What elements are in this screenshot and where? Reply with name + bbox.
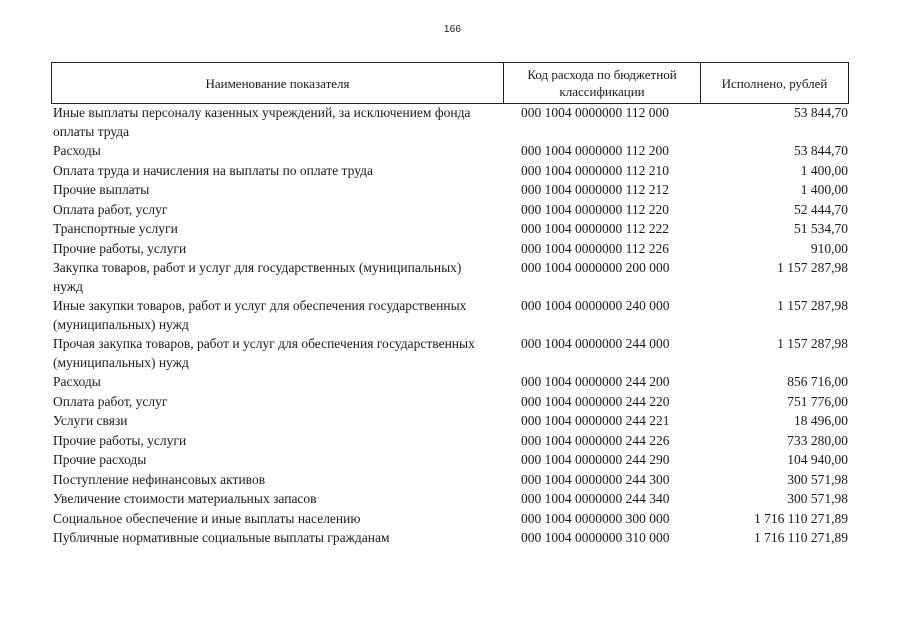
- row-code: 000 1004 0000000 112 220: [521, 201, 669, 217]
- row-name: Прочие выплаты: [53, 182, 150, 197]
- row-amount: 910,00: [810, 240, 848, 256]
- row-name: Иные закупки товаров, работ и услуг для обеспечения государственных (муниципальных) нужд: [53, 298, 467, 332]
- table-row: [51, 104, 849, 141]
- row-code: 000 1004 0000000 244 290: [521, 452, 670, 467]
- table-row: [51, 181, 849, 200]
- row-amount: 1 157 287,98: [777, 336, 848, 351]
- header-code: Код расхода по бюджетной классификации: [504, 63, 701, 103]
- row-name: Публичные нормативные социальные выплаты гражданам: [53, 530, 390, 545]
- row-amount: 104 940,00: [787, 452, 848, 467]
- row-amount: 856 716,00: [787, 374, 848, 389]
- table-row: [51, 490, 849, 509]
- table-row: [51, 510, 849, 529]
- row-name: Поступление нефинансовых активов: [53, 471, 266, 487]
- table-row: [51, 259, 849, 296]
- row-amount: 300 571,98: [787, 471, 848, 487]
- row-amount: 53 844,70: [794, 143, 848, 158]
- header-name: Наименование показателя: [51, 63, 504, 103]
- row-name: Оплата труда и начисления на выплаты по оплате труда: [53, 162, 373, 178]
- row-amount: 1 400,00: [800, 182, 848, 197]
- table-row: [51, 335, 849, 372]
- row-code: 000 1004 0000000 244 340: [521, 491, 670, 506]
- page-number: 166: [443, 24, 462, 35]
- row-amount: 1 400,00: [800, 162, 848, 178]
- table-row: [51, 451, 849, 470]
- row-code: 000 1004 0000000 200 000: [521, 260, 670, 275]
- row-code: 000 1004 0000000 112 000: [521, 105, 669, 120]
- table-row: [51, 393, 849, 412]
- row-name: Услуги связи: [53, 413, 128, 428]
- row-code: 000 1004 0000000 240 000: [521, 298, 670, 313]
- row-name: Прочие работы, услуги: [53, 432, 187, 448]
- row-name: Транспортные услуги: [53, 221, 178, 236]
- row-code: 000 1004 0000000 244 220: [521, 393, 670, 409]
- row-amount: 300 571,98: [787, 491, 848, 506]
- row-code: 000 1004 0000000 244 300: [521, 471, 670, 487]
- row-name: Прочие работы, услуги: [53, 240, 187, 256]
- table-row: [51, 529, 849, 548]
- table-row: [51, 432, 849, 451]
- table-row: [51, 240, 849, 259]
- row-code: 000 1004 0000000 112 226: [521, 240, 669, 256]
- row-name: Расходы: [53, 143, 101, 158]
- header-amount: Исполнено, рублей: [701, 63, 849, 103]
- table-body: [51, 104, 849, 548]
- row-name: Расходы: [53, 374, 101, 389]
- row-name: Оплата работ, услуг: [53, 201, 168, 217]
- table-row: [51, 162, 849, 181]
- row-amount: 1 716 110 271,89: [754, 510, 848, 526]
- row-amount: 1 157 287,98: [777, 260, 848, 275]
- row-code: 000 1004 0000000 244 226: [521, 432, 670, 448]
- row-code: 000 1004 0000000 244 000: [521, 336, 670, 351]
- row-name: Оплата работ, услуг: [53, 393, 168, 409]
- row-amount: 1 716 110 271,89: [754, 530, 848, 545]
- table-row: [51, 201, 849, 220]
- row-code: 000 1004 0000000 244 221: [521, 413, 670, 428]
- row-code: 000 1004 0000000 300 000: [521, 510, 670, 526]
- table-header: [51, 62, 849, 104]
- table-row: [51, 373, 849, 392]
- row-name: Социальное обеспечение и иные выплаты населению: [53, 510, 361, 526]
- row-code: 000 1004 0000000 310 000: [521, 530, 670, 545]
- table-row: [51, 220, 849, 239]
- table-row: [51, 142, 849, 161]
- row-name: Закупка товаров, работ и услуг для государственных (муниципальных) нужд: [53, 260, 462, 294]
- row-code: 000 1004 0000000 244 200: [521, 374, 670, 389]
- row-code: 000 1004 0000000 112 200: [521, 143, 669, 158]
- row-amount: 733 280,00: [787, 432, 848, 448]
- row-code: 000 1004 0000000 112 222: [521, 221, 669, 236]
- row-name: Прочие расходы: [53, 452, 147, 467]
- table-row: [51, 471, 849, 490]
- row-amount: 52 444,70: [794, 201, 848, 217]
- row-name: Увеличение стоимости материальных запасов: [53, 491, 317, 506]
- row-amount: 751 776,00: [787, 393, 848, 409]
- expenditure-table: [51, 62, 849, 549]
- row-name: Иные выплаты персоналу казенных учреждений, за исключением фонда оплаты труда: [53, 105, 471, 139]
- table-row: [51, 412, 849, 431]
- row-amount: 1 157 287,98: [777, 298, 848, 313]
- row-name: Прочая закупка товаров, работ и услуг для обеспечения государственных (муниципальных) нужд: [53, 336, 475, 370]
- row-code: 000 1004 0000000 112 210: [521, 162, 669, 178]
- row-amount: 53 844,70: [794, 105, 848, 120]
- table-row: [51, 297, 849, 334]
- row-amount: 51 534,70: [794, 221, 848, 236]
- row-amount: 18 496,00: [794, 413, 848, 428]
- row-code: 000 1004 0000000 112 212: [521, 182, 669, 197]
